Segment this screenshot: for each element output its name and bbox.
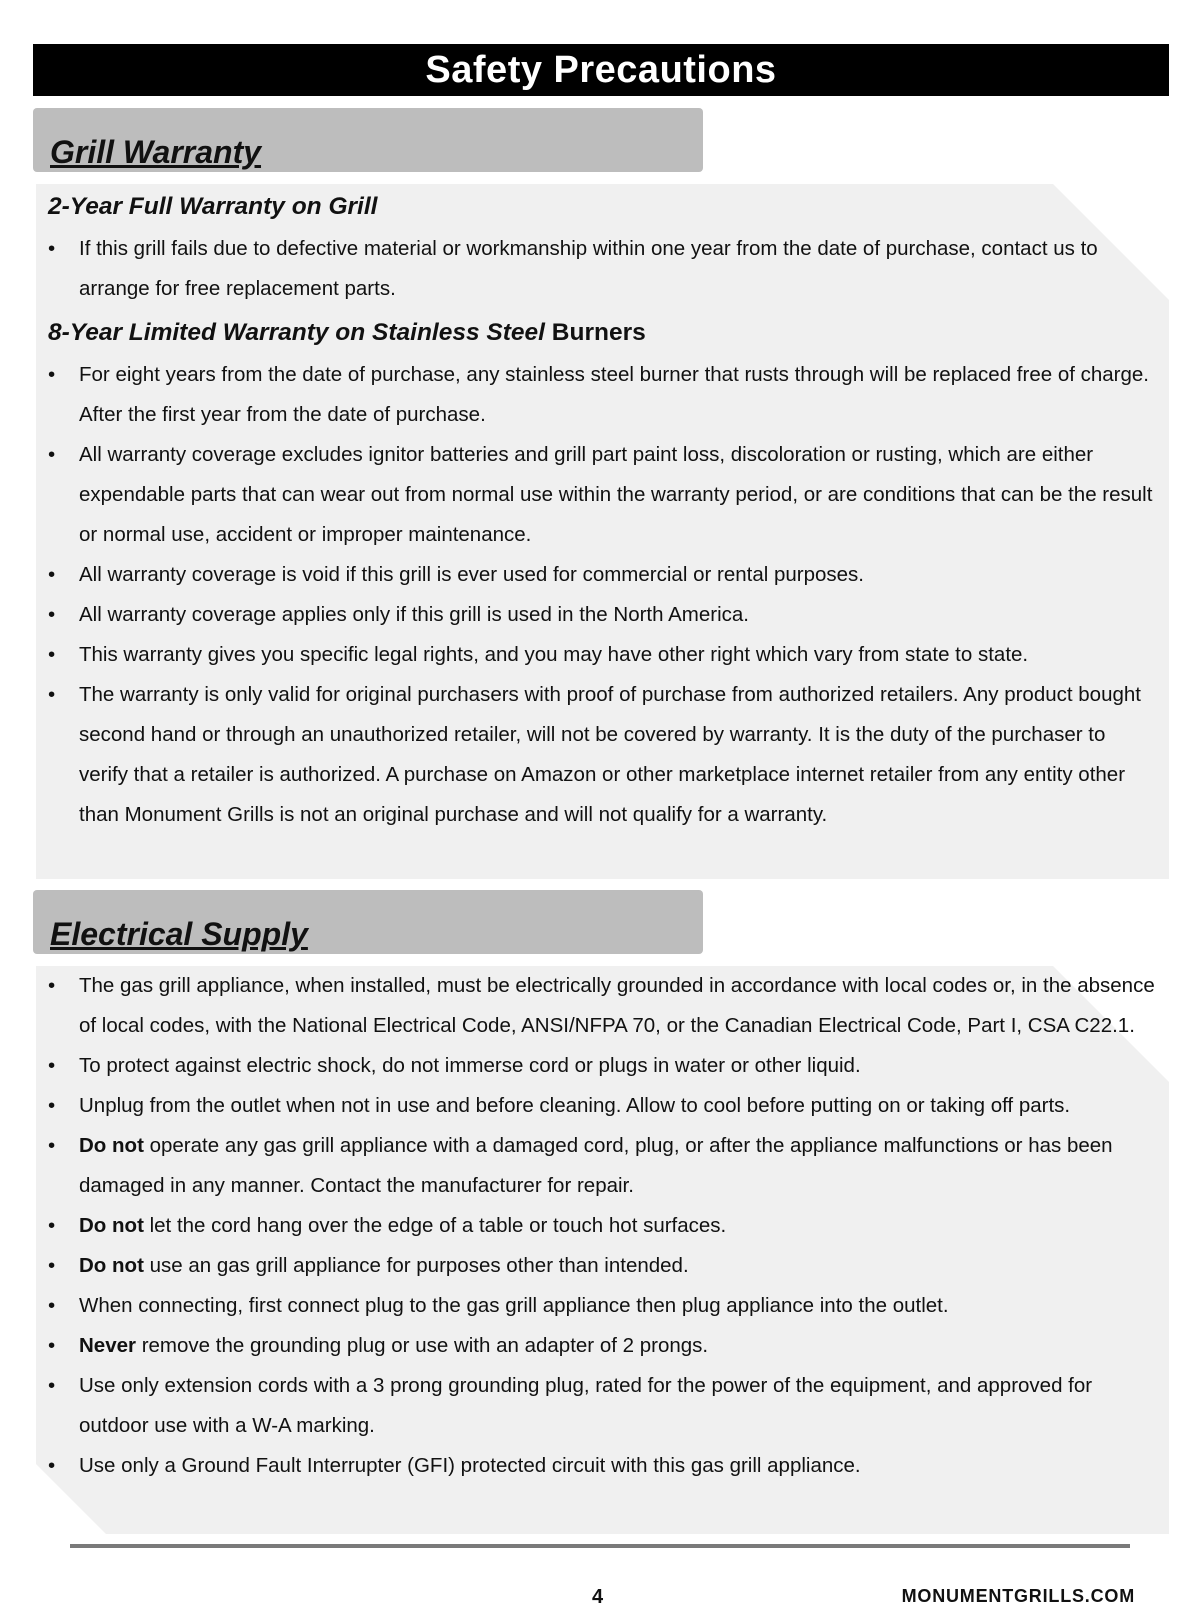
bullet-icon: •: [48, 1334, 56, 1357]
list-item: • Do not let the cord hang over the edge of a table or touch hot surfaces.: [48, 1206, 1158, 1246]
website-link[interactable]: MONUMENTGRILLS.COM: [901, 1586, 1135, 1606]
list-item: • All warranty coverage is void if this grill is ever used for commercial or rental purposes.: [48, 555, 1158, 595]
list-item: • Use only extension cords with a 3 prong grounding plug, rated for the power of the equipment, and approved for outdoor use with a W-A marking.: [48, 1366, 1158, 1446]
bullet-icon: •: [48, 1454, 56, 1477]
bullet-icon: •: [48, 363, 56, 386]
section-header-grill-warranty: [33, 108, 703, 172]
bullet-icon: •: [48, 1374, 56, 1397]
bullet-icon: •: [48, 1214, 56, 1237]
page-number: 4: [592, 1586, 604, 1608]
bullet-icon: •: [48, 443, 56, 466]
page-header-bar: [33, 44, 1169, 96]
bullet-icon: •: [48, 563, 56, 586]
list-item: • For eight years from the date of purchase, any stainless steel burner that rusts through will be replaced free of charge. After the first year from the date of purchase.: [48, 355, 1158, 435]
grill-warranty-content: [48, 185, 1158, 835]
section-header-electrical-supply: [33, 890, 703, 954]
bullet-icon: •: [48, 1094, 56, 1117]
bullet-list: [48, 355, 1158, 835]
bullet-icon: •: [48, 1134, 56, 1157]
list-item: • The warranty is only valid for original purchasers with proof of purchase from authorized retailers. Any product bought second hand or through an unauthorized retailer, will not be covered by warranty. It is the duty of the purchaser to verify that a retailer is authorized. A purchase on Amazon or other marketplace internet retailer from any entity other than Monument Grills is not an original purchase and will not qualify for a warranty.: [48, 675, 1158, 835]
list-item: • If this grill fails due to defective material or workmanship within one year from the date of purchase, contact us to arrange for free replacement parts.: [48, 229, 1158, 309]
list-item: • The gas grill appliance, when installed, must be electrically grounded in accordance with local codes or, in the absence of local codes, with the National Electrical Code, ANSI/NFPA 70, or the Canadian Electrical Code, Part I, CSA C22.1.: [48, 966, 1158, 1046]
bullet-icon: •: [48, 1254, 56, 1277]
list-item: • Unplug from the outlet when not in use and before cleaning. Allow to cool before putting on or taking off parts.: [48, 1086, 1158, 1126]
list-item: • Do not use an gas grill appliance for purposes other than intended.: [48, 1246, 1158, 1286]
list-item: • Use only a Ground Fault Interrupter (GFI) protected circuit with this gas grill appliance.: [48, 1446, 1158, 1486]
subsection-title-2-year: 2-Year Full Warranty on Grill: [48, 193, 378, 220]
list-item: • To protect against electric shock, do not immerse cord or plugs in water or other liquid.: [48, 1046, 1158, 1086]
list-item: • Do not operate any gas grill appliance with a damaged cord, plug, or after the appliance malfunctions or has been damaged in any manner. Contact the manufacturer for repair.: [48, 1126, 1158, 1206]
section-title: Electrical Supply: [50, 916, 308, 952]
section-title: Grill Warranty: [50, 134, 262, 170]
list-item: • When connecting, first connect plug to the gas grill appliance then plug appliance into the outlet.: [48, 1286, 1158, 1326]
bullet-icon: •: [48, 974, 56, 997]
bullet-icon: •: [48, 603, 56, 626]
electrical-supply-content: [48, 966, 1158, 1486]
list-item: • This warranty gives you specific legal rights, and you may have other right which vary from state to state.: [48, 635, 1158, 675]
bullet-icon: •: [48, 683, 56, 706]
subsection-title-8-year: 8-Year Limited Warranty on Stainless Steel Burners: [48, 319, 646, 346]
list-item: • All warranty coverage applies only if this grill is used in the North America.: [48, 595, 1158, 635]
footer-divider: [70, 1544, 1130, 1548]
bullet-icon: •: [48, 237, 56, 260]
list-item: • Never remove the grounding plug or use with an adapter of 2 prongs.: [48, 1326, 1158, 1366]
bullet-icon: •: [48, 1054, 56, 1077]
bullet-list: [48, 966, 1158, 1486]
bullet-icon: •: [48, 1294, 56, 1317]
bullet-icon: •: [48, 643, 56, 666]
bullet-list: [48, 229, 1158, 309]
page-title: Safety Precautions: [425, 48, 777, 91]
list-item: • All warranty coverage excludes ignitor batteries and grill part paint loss, discoloration or rusting, which are either expendable parts that can wear out from normal use within the warranty period, or are conditions that can be the result or normal use, accident or improper maintenance.: [48, 435, 1158, 555]
